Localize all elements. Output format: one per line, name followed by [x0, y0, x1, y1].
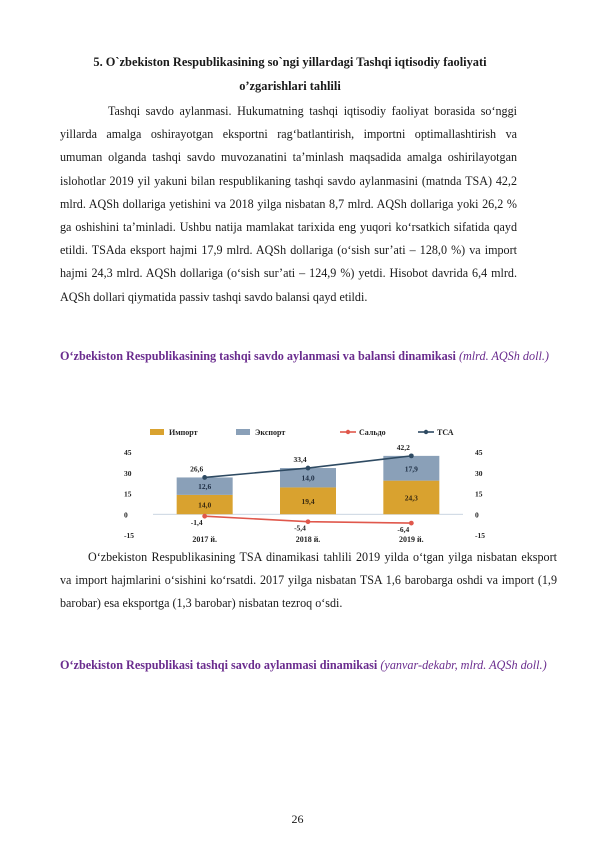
y-tick-left-0: 45 — [124, 448, 132, 457]
paragraph-trade-turnover: Tashqi savdo aylanmasi. Hukumatning tashqi iqtisodiy faoliyat borasida so‘nggi yillarda amalga oshirayotgan eksportni rag‘batlantirish, importni optimallashtirish va umuman olganda tashqi savdo muvozanatini ta’minlash maqsadida amalga oshirilayotgan islohotlar 2019 yil yakuni bilan respublikaning tashqi savdo aylanmasini (matnda TSA) 42,2 mlrd. AQSh dollariga yetishini va 2018 yilga nisbatan 8,7 mlrd. AQSh dollariga yoki 26,2 % ga oshishini ta’minladi. Ushbu natija mamlakat tarixida eng yuqori ko‘rsatkich sifatida qayd etildi. TSAda eksport hajmi 17,9 mlrd. AQSh dollariga (o‘sish sur’ati – 128,0 %) va import hajmi 24,3 mlrd. AQSh dollariga (o‘sish sur’ati – 124,9 %) yetdi. Hisobot davrida 6,4 mlrd. AQSh dollari qiymatida passiv tashqi savdo balansi qayd etildi. — [60, 104, 517, 304]
y-tick-left-2: 15 — [124, 489, 132, 499]
label-saldo-1: -5,4 — [294, 523, 306, 533]
bar-export-label-2: 17,9 — [404, 464, 418, 474]
x-tick-0: 2017 й. — [192, 535, 217, 544]
label-saldo-0: -1,4 — [190, 518, 203, 528]
legend-label-0: Импорт — [169, 428, 198, 437]
chart-caption — [60, 345, 560, 368]
chart-caption-2-title: O‘zbekiston Respublikasi tashqi savdo aylanmasi dinamikasi — [60, 658, 378, 672]
y-tick-right-2: 15 — [475, 489, 483, 499]
legend-marker-2 — [346, 430, 350, 434]
trade-chart — [118, 422, 498, 546]
x-tick-2: 2019 й. — [399, 535, 424, 544]
bar-import-label-0: 14,0 — [198, 500, 212, 510]
legend-swatch-1 — [236, 429, 250, 435]
legend-swatch-0 — [150, 429, 164, 435]
bar-export-label-0: 12,6 — [198, 482, 212, 492]
point-tsa-1 — [306, 466, 311, 471]
y-tick-right-0: 45 — [475, 448, 483, 457]
label-tsa-0: 26,6 — [190, 464, 204, 474]
point-saldo-2 — [409, 521, 414, 526]
chart-caption-2 — [60, 654, 560, 677]
y-tick-left-3: 0 — [124, 510, 128, 520]
y-tick-right-1: 30 — [475, 468, 483, 478]
chart-caption-2-unit: (yanvar-dekabr, mlrd. AQSh doll.) — [380, 658, 547, 672]
chart-caption-title: O‘zbekiston Respublikasining tashqi savdo aylanmasi va balansi dinamikasi — [60, 349, 456, 363]
y-tick-left-1: 30 — [124, 468, 132, 478]
legend-marker-3 — [424, 430, 428, 434]
section-heading-line1: 5. O`zbekiston Respublikasining so`ngi yillardagi Tashqi iqtisodiy faoliyati — [93, 55, 487, 69]
label-tsa-1: 33,4 — [293, 455, 307, 465]
y-tick-right-3: 0 — [475, 510, 479, 520]
point-tsa-0 — [202, 475, 207, 480]
bar-import-label-2: 24,3 — [404, 493, 418, 503]
bar-import-label-1: 19,4 — [301, 496, 315, 506]
legend-label-3: ТСА — [437, 428, 454, 437]
chart-caption-unit: (mlrd. AQSh doll.) — [458, 349, 549, 363]
page-number: 26 — [291, 812, 304, 826]
point-saldo-1 — [306, 519, 311, 524]
legend-label-2: Сальдо — [359, 428, 386, 437]
x-tick-1: 2018 й. — [295, 535, 321, 544]
y-tick-left-4: -15 — [124, 531, 134, 540]
label-tsa-2: 42,2 — [396, 442, 410, 452]
paragraph-tsa-analysis: O‘zbekiston Respublikasining TSA dinamikasi tahlili 2019 yilda o‘tgan yilga nisbatan eksport va import hajmlarini o‘sishini ko‘rsatdi. 2017 yilga nisbatan TSA 1,6 barobarga oshdi va import (1,9 barobar) esa eksportga (1,3 barobar) nisbatan tezroq o‘sdi. — [60, 550, 557, 611]
legend-label-1: Экспорт — [255, 428, 286, 437]
section-heading-line2: o’zgarishlari tahlili — [239, 79, 341, 93]
point-tsa-2 — [409, 453, 414, 458]
bar-export-label-1: 14,0 — [301, 473, 315, 483]
point-saldo-0 — [202, 514, 207, 519]
y-tick-right-4: -15 — [475, 531, 485, 540]
label-saldo-2: -6,4 — [397, 525, 410, 535]
